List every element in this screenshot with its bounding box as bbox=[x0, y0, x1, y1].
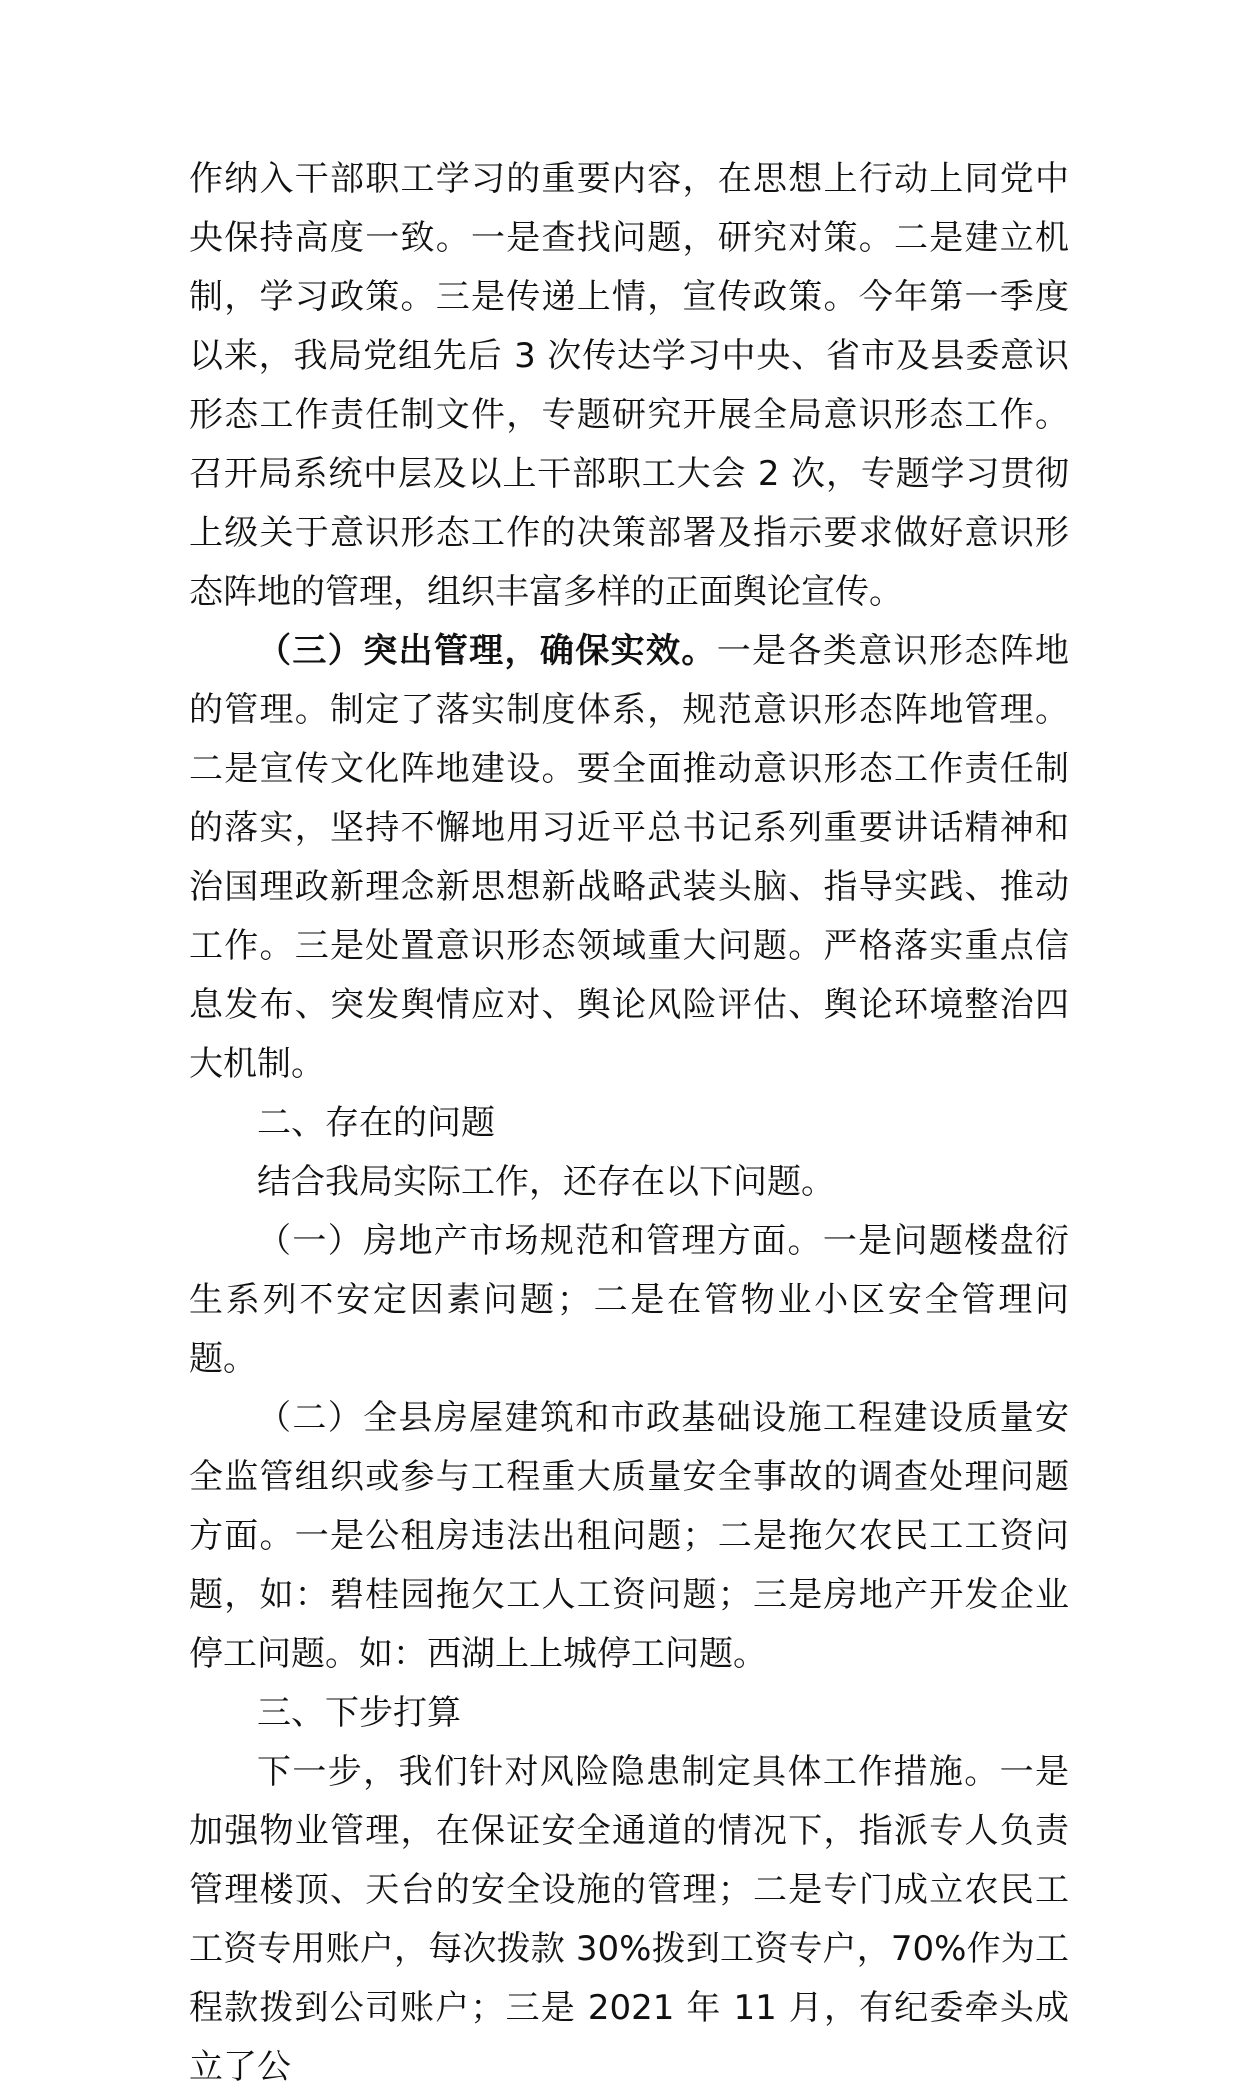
paragraph-next-steps bbox=[189, 1743, 1069, 2097]
paragraph-problems-intro bbox=[189, 1153, 1069, 1212]
heading-text: 三、下步打算 bbox=[257, 1693, 461, 1733]
paragraph-problem-1 bbox=[189, 1212, 1069, 1389]
paragraph-text: （二）全县房屋建筑和市政基础设施工程建设质量安全监管组织或参与工程重大质量安全事故的调查处理问题方面。一是公租房违法出租问题；二是拖欠农民工工资问题，如：碧桂园拖欠工人工资问题；三是房地产开发企业停工问题。如：西湖上上城停工问题。 bbox=[189, 1398, 1069, 1674]
paragraph-section-3 bbox=[189, 622, 1069, 1094]
paragraph-problem-2 bbox=[189, 1389, 1069, 1684]
document-body bbox=[189, 150, 1069, 2097]
paragraph-text: 作纳入干部职工学习的重要内容，在思想上行动上同党中央保持高度一致。一是查找问题，研究对策。二是建立机制，学习政策。三是传递上情，宣传政策。今年第一季度以来，我局党组先后 3 次传达学习中央、省市及县委意识形态工作责任制文件，专题研究开展全局意识形态工作。召开局系统中层及以上干部职工大会 2 次，专题学习贯彻上级关于意识形态工作的决策部署及指示要求做好意识形态阵地的管理，组织丰富多样的正面舆论宣传。 bbox=[189, 159, 1069, 612]
heading-problems bbox=[189, 1094, 1069, 1153]
heading-text: 二、存在的问题 bbox=[257, 1103, 495, 1143]
paragraph-text: （一）房地产市场规范和管理方面。一是问题楼盘衍生系列不安定因素问题；二是在管物业小区安全管理问题。 bbox=[189, 1221, 1069, 1379]
section-heading: （三）突出管理，确保实效。 bbox=[257, 631, 717, 671]
paragraph-continued bbox=[189, 150, 1069, 622]
heading-next-steps bbox=[189, 1684, 1069, 1743]
paragraph-text: 一是各类意识形态阵地的管理。制定了落实制度体系，规范意识形态阵地管理。二是宣传文化阵地建设。要全面推动意识形态工作责任制的落实，坚持不懈地用习近平总书记系列重要讲话精神和治国理政新理念新思想新战略武装头脑、指导实践、推动工作。三是处置意识形态领域重大问题。严格落实重点信息发布、突发舆情应对、舆论风险评估、舆论环境整治四大机制。 bbox=[189, 631, 1070, 1084]
paragraph-text: 下一步，我们针对风险隐患制定具体工作措施。一是加强物业管理，在保证安全通道的情况下，指派专人负责管理楼顶、天台的安全设施的管理；二是专门成立农民工工资专用账户，每次拨款 30%拨到工资专户，70%作为工程款拨到公司账户；三是 2021 年 11 月，有纪委牵头成立了公 bbox=[189, 1752, 1069, 2087]
paragraph-text: 结合我局实际工作，还存在以下问题。 bbox=[257, 1162, 835, 1202]
